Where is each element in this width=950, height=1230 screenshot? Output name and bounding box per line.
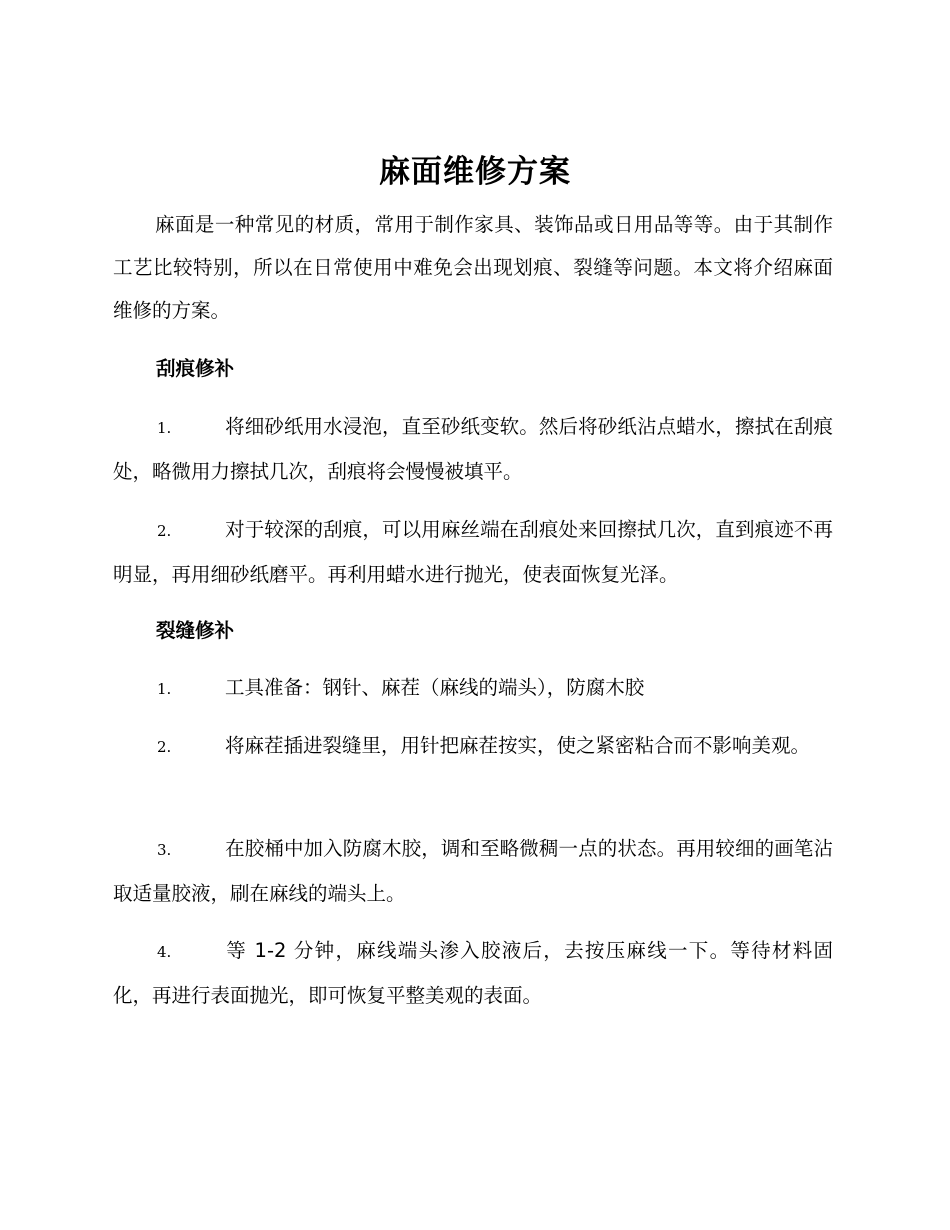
list-item-text: 对于较深的刮痕，可以用麻丝端在刮痕处来回擦拭几次，直到痕迹不再明显，再用细砂纸磨平。再利用蜡水进行抛光，使表面恢复光泽。: [113, 518, 833, 586]
list-item: [113, 827, 833, 915]
section-heading-crack-repair: 裂缝修补: [156, 619, 235, 642]
list-item-text: 将细砂纸用水浸泡，直至砂纸变软。然后将砂纸沾点蜡水，擦拭在刮痕处，略微用力擦拭几次，刮痕将会慢慢被填平。: [113, 415, 833, 483]
list-item-number: 1.: [157, 419, 172, 437]
list-item-number: 4.: [157, 943, 172, 961]
list-item-number: 2.: [157, 738, 172, 756]
section-heading-scratch-repair: 刮痕修补: [156, 357, 235, 380]
list-item-number: 2.: [157, 522, 172, 540]
list-item: [113, 929, 833, 1017]
intro-paragraph: 麻面是一种常见的材质，常用于制作家具、装饰品或日用品等等。由于其制作工艺比较特别，所以在日常使用中难免会出现划痕、裂缝等问题。本文将介绍麻面维修的方案。: [113, 213, 833, 322]
list-item-number: 3.: [157, 841, 172, 859]
list-item-text: 等 1-2 分钟，麻线端头渗入胶液后，去按压麻线一下。等待材料固化，再进行表面抛光，即可恢复平整美观的表面。: [113, 939, 833, 1007]
page-title: 麻面维修方案: [379, 154, 571, 190]
list-item-text: 将麻茬插进裂缝里，用针把麻茬按实，使之紧密粘合而不影响美观。: [225, 734, 811, 757]
list-item-text: 工具准备：钢针、麻茬（麻线的端头），防腐木胶: [225, 676, 645, 699]
list-item: [113, 666, 833, 711]
list-item: [113, 508, 833, 596]
list-item-text: 在胶桶中加入防腐木胶，调和至略微稠一点的状态。再用较细的画笔沾取适量胶液，刷在麻线的端头上。: [113, 837, 833, 905]
list-item: [113, 405, 833, 493]
list-item-number: 1.: [157, 680, 172, 698]
list-item: [113, 724, 833, 769]
